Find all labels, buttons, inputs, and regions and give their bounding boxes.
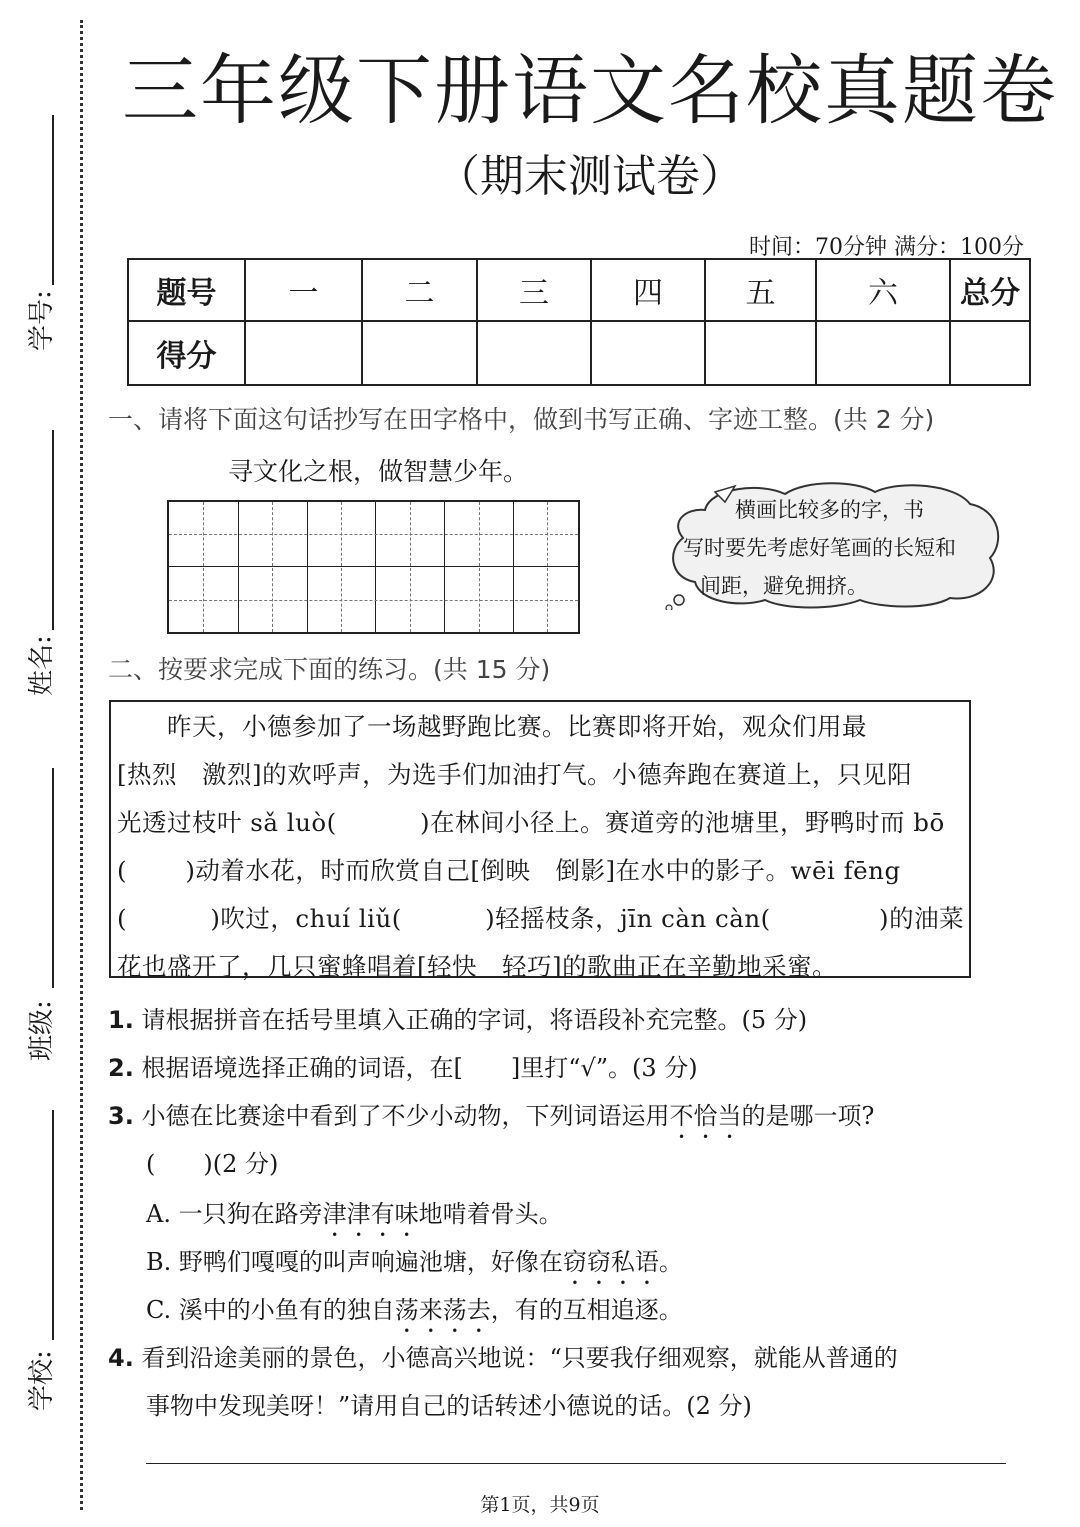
passage-line: 光透过枝叶 sǎ luò( )在林间小径上。赛道旁的池塘里，野鸭时而 bō <box>117 808 945 837</box>
emphasized-text: 不恰当 <box>669 1102 742 1130</box>
question-1 <box>108 1000 807 1035</box>
option-text: A. 一只狗在路旁 <box>146 1200 323 1228</box>
question-text: 小德在比赛途中看到了不少小动物，下列词语运用 <box>141 1102 670 1130</box>
page-subtitle: （期末测试卷） <box>436 151 744 202</box>
score-cell[interactable] <box>245 321 362 385</box>
option-text: C. 溪中的小鱼有的独自 <box>146 1296 395 1324</box>
score-row-label: 得分 <box>128 321 245 385</box>
score-cell[interactable] <box>950 321 1030 385</box>
question-number: 2. <box>108 1054 134 1082</box>
passage-line: [热烈 激烈]的欢呼声，为选手们加油打气。小德奔跑在赛道上，只见阳 <box>117 760 913 789</box>
score-cell[interactable] <box>705 321 816 385</box>
answer-line[interactable] <box>146 1463 1006 1464</box>
tip-line: 横画比较多的字，书 <box>735 498 924 522</box>
question-text: 根据语境选择正确的词语，在[ ]里打“√”。(3 分) <box>141 1054 698 1082</box>
option-text: B. 野鸭们嘎嘎的叫声响遍池塘，好像在 <box>146 1248 563 1276</box>
passage-line: 花也盛开了，几只蜜蜂唱着[轻快 轻巧]的歌曲正在辛勤地采蜜。 <box>117 952 838 981</box>
table-header-cell: 四 <box>591 259 705 321</box>
name-label: 姓名: <box>27 635 57 696</box>
table-header-cell: 五 <box>705 259 816 321</box>
reading-passage <box>109 700 971 981</box>
question-text: 看到沿途美丽的景色，小德高兴地说：“只要我仔细观察，就能从普通的 <box>141 1344 898 1372</box>
question-3-answer-blank[interactable]: ( )(2 分) <box>146 1150 279 1178</box>
emphasized-text: 荡来荡去 <box>394 1296 491 1324</box>
emphasized-text: 津津有味 <box>322 1200 419 1228</box>
table-header-cell: 一 <box>245 259 362 321</box>
copy-sentence: 寻文化之根，做智慧少年。 <box>228 457 529 486</box>
table-header-cell: 二 <box>362 259 477 321</box>
question-4-line2: 事物中发现美呀！”请用自己的话转述小德说的话。(2 分) <box>146 1392 752 1420</box>
score-cell[interactable] <box>477 321 591 385</box>
student-id-label: 学号: <box>27 290 57 351</box>
page-title: 三年级下册语文名校真题卷 <box>122 46 1058 135</box>
question-text: 的是哪一项? <box>741 1102 875 1130</box>
option-c[interactable] <box>146 1290 683 1338</box>
question-number: 4. <box>108 1344 134 1372</box>
passage-line: ( )动着水花，时而欣赏自己[倒映 倒影]在水中的影子。wēi fēng <box>117 856 901 885</box>
class-line[interactable] <box>52 768 54 988</box>
section-1-heading: 一、请将下面这句话抄写在田字格中，做到书写正确、字迹工整。(共 2 分) <box>108 405 935 434</box>
tianzige-grid[interactable] <box>167 500 580 634</box>
question-number: 1. <box>108 1006 134 1034</box>
option-b[interactable] <box>146 1242 683 1290</box>
section-2-heading: 二、按要求完成下面的练习。(共 15 分) <box>108 655 551 684</box>
school-label: 学校: <box>27 1350 57 1411</box>
student-id-line[interactable] <box>52 115 54 285</box>
table-header-cell: 六 <box>816 259 950 321</box>
question-3 <box>108 1096 874 1144</box>
passage-line: 昨天，小德参加了一场越野跑比赛。比赛即将开始，观众们用最 <box>117 712 867 741</box>
page-footer: 第1页，共9页 <box>480 1494 600 1516</box>
question-2 <box>108 1048 698 1083</box>
option-text: ，有的互相追逐。 <box>490 1296 683 1324</box>
emphasized-text: 窃窃私语 <box>562 1248 659 1276</box>
score-cell[interactable] <box>362 321 477 385</box>
tip-line: 写时要先考虑好笔画的长短和 <box>683 536 956 560</box>
score-cell[interactable] <box>591 321 705 385</box>
option-text: 。 <box>658 1248 683 1276</box>
score-table <box>127 258 1031 386</box>
table-header-cell: 三 <box>477 259 591 321</box>
class-label: 班级: <box>27 1000 57 1061</box>
option-text: 地啃着骨头。 <box>418 1200 563 1228</box>
school-line[interactable] <box>52 1110 54 1340</box>
question-number: 3. <box>108 1102 134 1130</box>
question-4 <box>108 1338 898 1373</box>
option-a[interactable] <box>146 1194 563 1242</box>
passage-line: ( )吹过，chuí liǔ( )轻摇枝条，jīn càn càn( )的油菜 <box>117 904 965 933</box>
score-cell[interactable] <box>816 321 950 385</box>
table-header-cell: 题号 <box>128 259 245 321</box>
binding-dotted-line <box>80 20 83 1510</box>
name-line[interactable] <box>52 430 54 630</box>
table-header-cell: 总分 <box>950 259 1030 321</box>
tip-line: 间距，避免拥挤。 <box>700 574 868 598</box>
question-text: 请根据拼音在括号里填入正确的字词，将语段补充完整。(5 分) <box>141 1006 808 1034</box>
exam-meta: 时间：70分钟 满分：100分 <box>749 235 1024 260</box>
